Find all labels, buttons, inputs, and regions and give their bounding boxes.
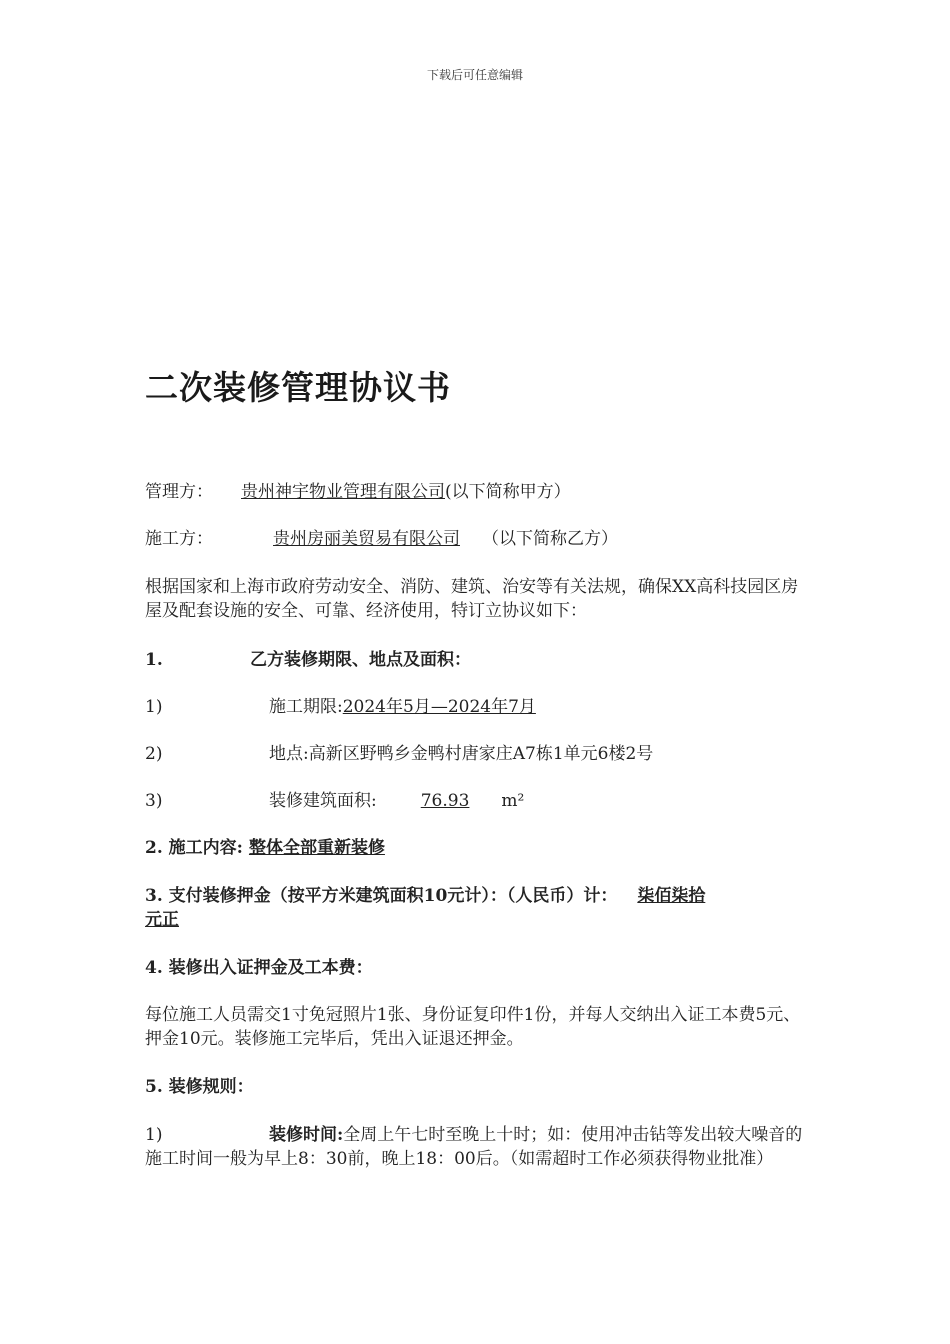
section1-item-2: [145, 742, 653, 766]
item-label: 装修时间:: [269, 1125, 344, 1145]
section3-line2: [145, 908, 295, 932]
party-b-name: 贵州房丽美贸易有限公司: [273, 529, 460, 549]
section1-title: 乙方装修期限、地点及面积：: [250, 650, 471, 670]
section2-value: 整体全部重新装修: [248, 838, 385, 858]
item-value: 76.93: [420, 791, 470, 811]
item-label: 施工期限:: [269, 697, 343, 717]
section3-label: 3. 支付装修押金（按平方米建筑面积10元计）：（人民币）计：: [145, 886, 618, 906]
item-number: 2): [145, 744, 163, 764]
section3-value-line2: 元正: [145, 910, 179, 930]
section3-line1: [145, 884, 705, 908]
party-b-line: [145, 527, 618, 551]
item-value: 高新区野鸭乡金鸭村唐家庄A7栋1单元6楼2号: [308, 744, 654, 764]
section2-line: [145, 836, 385, 860]
party-b-suffix: （以下简称乙方）: [482, 529, 618, 549]
item-number: 3): [145, 791, 163, 811]
section1-number: 1.: [145, 650, 163, 670]
party-a-line: [145, 480, 571, 504]
party-a-name: 贵州神宇物业管理有限公司: [241, 482, 445, 502]
section4-heading: 4. 装修出入证押金及工本费：: [145, 958, 373, 978]
section5-item-1: [145, 1123, 810, 1171]
item-unit: m²: [501, 791, 525, 811]
item-label: 装修建筑面积:: [269, 791, 377, 811]
section5-heading: 5. 装修规则：: [145, 1077, 254, 1097]
item-text: 全周上午七时至晚上十时；如：使用冲击钻等发出较大噪音的施工时间一般为早上8：30前，晚上18：00后。（如需超时工作必须获得物业批准）: [145, 1125, 803, 1169]
section2-label: 2. 施工内容:: [145, 838, 243, 858]
party-a-suffix: (以下简称甲方）: [445, 482, 571, 502]
party-b-label: 施工方：: [145, 529, 213, 549]
item-number: 1): [145, 1125, 163, 1145]
section1-heading: [145, 648, 471, 672]
section4-paragraph: 每位施工人员需交1寸免冠照片1张、身份证复印件1份，并每人交纳出入证工本费5元、押金10元。装修施工完毕后，凭出入证退还押金。: [145, 1005, 801, 1049]
document-title: 二次装修管理协议书: [145, 368, 451, 407]
page-header: 下载后可任意编辑: [426, 68, 523, 82]
party-a-label: 管理方：: [145, 482, 213, 502]
intro-paragraph: 根据国家和上海市政府劳动安全、消防、建筑、治安等有关法规，确保XX高科技园区房屋及配套设施的安全、可靠、经济使用，特订立协议如下：: [145, 577, 799, 621]
item-number: 1): [145, 697, 163, 717]
section1-item-1: [145, 695, 536, 719]
section3-value-line1: 柒佰柒拾: [637, 886, 706, 906]
item-label: 地点:: [269, 744, 309, 764]
section1-item-3: [145, 789, 524, 813]
item-value: 2024年5月—2024年7月: [342, 697, 536, 717]
